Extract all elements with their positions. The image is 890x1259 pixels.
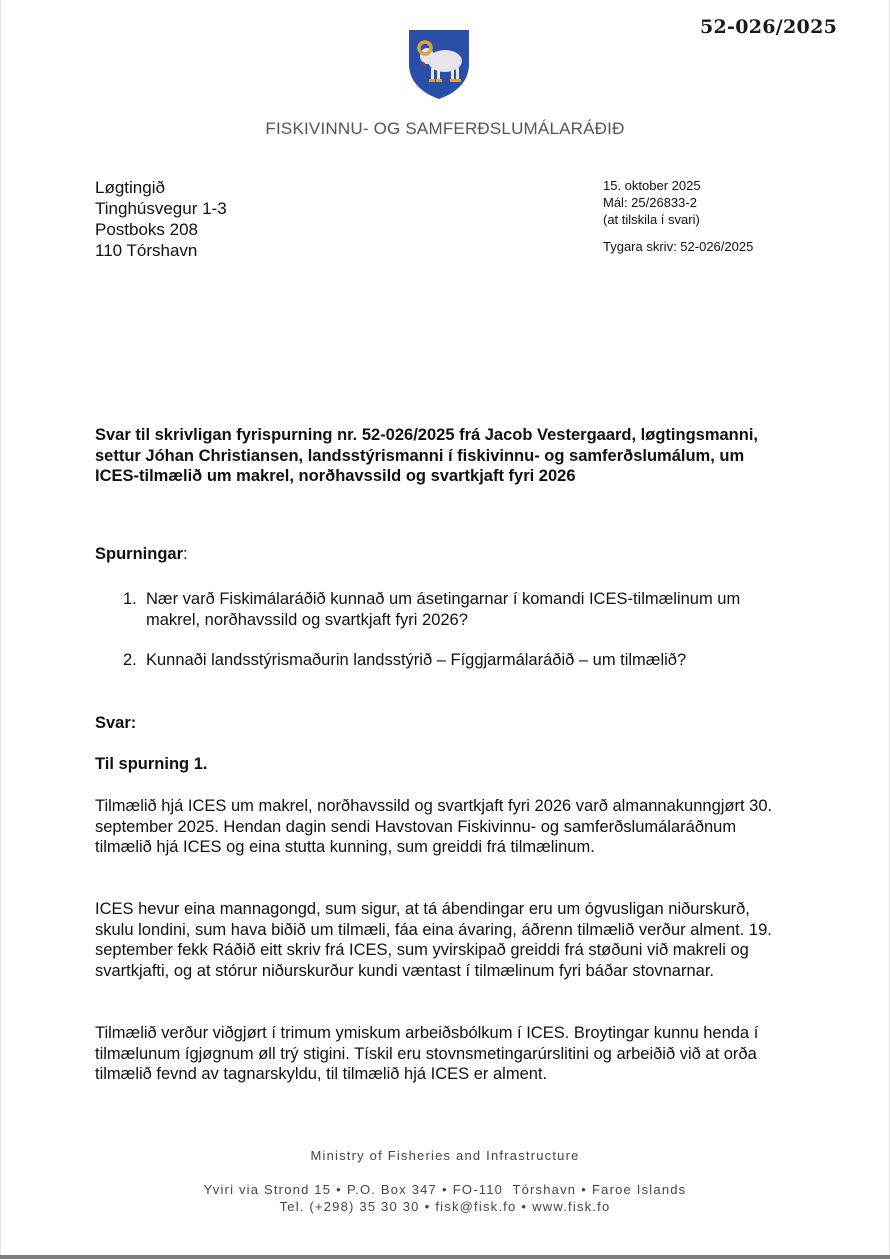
footer-email[interactable]: fisk@fisk.fo	[435, 1199, 517, 1214]
answer-paragraph: ICES hevur eina mannagongd, sum sigur, at tá ábendingar eru um ógvusligan niðurskurð, skulu londini, sum hava biðið um tilmæli, fáa eina ávaring, áðrenn tilmælið verður alment. 19. september fekk Ráðið eitt skriv frá ICES, sum yvirskipað greiddi frá støðuni við makreli og svartkjafti, og at stórur niðurskurður kundi væntast í tilmælinum fyri báðar stovnarnar.	[95, 900, 772, 980]
footer-address	[0, 1182, 890, 1197]
letter-date: 15. oktober 2025	[603, 178, 701, 193]
ministry-title: FISKIVINNU- OG SAMFERÐSLUMÁLARÁÐIÐ	[265, 119, 625, 138]
case-number: Mál: 25/26833-2	[603, 195, 697, 210]
footer-pobox: P.O. Box 347	[346, 1182, 437, 1197]
case-note: (at tilskila í svari)	[603, 212, 700, 227]
question-text: Kunnaði landsstýrismaðurin landsstýrið – Fíggjarmálaráðið – um tilmælið?	[146, 651, 687, 669]
your-letter-ref: Tygara skriv: 52-026/2025	[603, 239, 754, 254]
question-text: Nær varð Fiskimálaráðið kunnað um ásetingarnar í komandi ICES-tilmælinum um makrel, norðhavssild og svartkjaft fyri 2026?	[146, 590, 741, 629]
coat-of-arms-icon	[407, 28, 471, 100]
footer-website[interactable]: www.fisk.fo	[532, 1199, 611, 1214]
footer-ministry-name: Ministry of Fisheries and Infrastructure	[310, 1148, 580, 1163]
separator: •	[424, 1199, 431, 1214]
answer-heading: Svar:	[95, 714, 137, 732]
letter-meta	[603, 177, 753, 255]
recipient-postbox: Postboks 208	[95, 220, 199, 239]
footer-city: FO-110 Tórshavn	[452, 1182, 577, 1197]
separator: •	[521, 1199, 528, 1214]
answer-paragraph: Tilmælið hjá ICES um makrel, norðhavssild og svartkjaft fyri 2026 varð almannakunngjørt 30. september 2025. Hendan dagin sendi Havstovan Fiskivinnu- og samferðslumálaráðnum tilmælið hjá ICES og eina stutta kunning, sum greiddi frá tilmælinum.	[95, 797, 773, 856]
questions-heading-colon: :	[183, 545, 188, 563]
questions-heading	[95, 545, 188, 564]
footer-contact	[0, 1199, 890, 1214]
reference-number: 52-026/2025	[700, 16, 838, 38]
footer-street: Yviri via Strond 15	[203, 1182, 332, 1197]
answer-subheading: Til spurning 1.	[95, 755, 208, 773]
recipient-name: Løgtingið	[95, 178, 165, 197]
recipient-address	[95, 177, 227, 261]
questions-heading-text: Spurningar	[95, 545, 184, 563]
recipient-city: 110 Tórshavn	[95, 241, 198, 260]
answer-paragraph: Tilmælið verður viðgjørt í trimum ymiskum arbeiðsbólkum í ICES. Broytingar kunnu henda í tilmælunum ígjøgnum øll trý stigini. Tískil eru stovnsmetingarúrslitini og arbeiðið við at orða tilmælið fevnd av tagnarskyldu, til tilmælið hjá ICES er alment.	[95, 1024, 759, 1083]
subject-heading: Svar til skrivligan fyrispurning nr. 52-026/2025 frá Jacob Vestergaard, løgtingsmanni, settur Jóhan Christiansen, landsstýrismanni í fiskivinnu- og samferðslumálum, um ICES-tilmælið um makrel, norðhavssild og svartkjaft fyri 2026	[95, 426, 758, 485]
footer-country: Faroe Islands	[592, 1182, 687, 1197]
question-number: 1.	[123, 590, 137, 608]
question-number: 2.	[123, 651, 137, 669]
footer-phone: Tel. (+298) 35 30 30	[279, 1199, 420, 1214]
separator: •	[441, 1182, 448, 1197]
recipient-street: Tinghúsvegur 1-3	[95, 199, 227, 218]
separator: •	[336, 1182, 342, 1197]
separator: •	[581, 1182, 588, 1197]
